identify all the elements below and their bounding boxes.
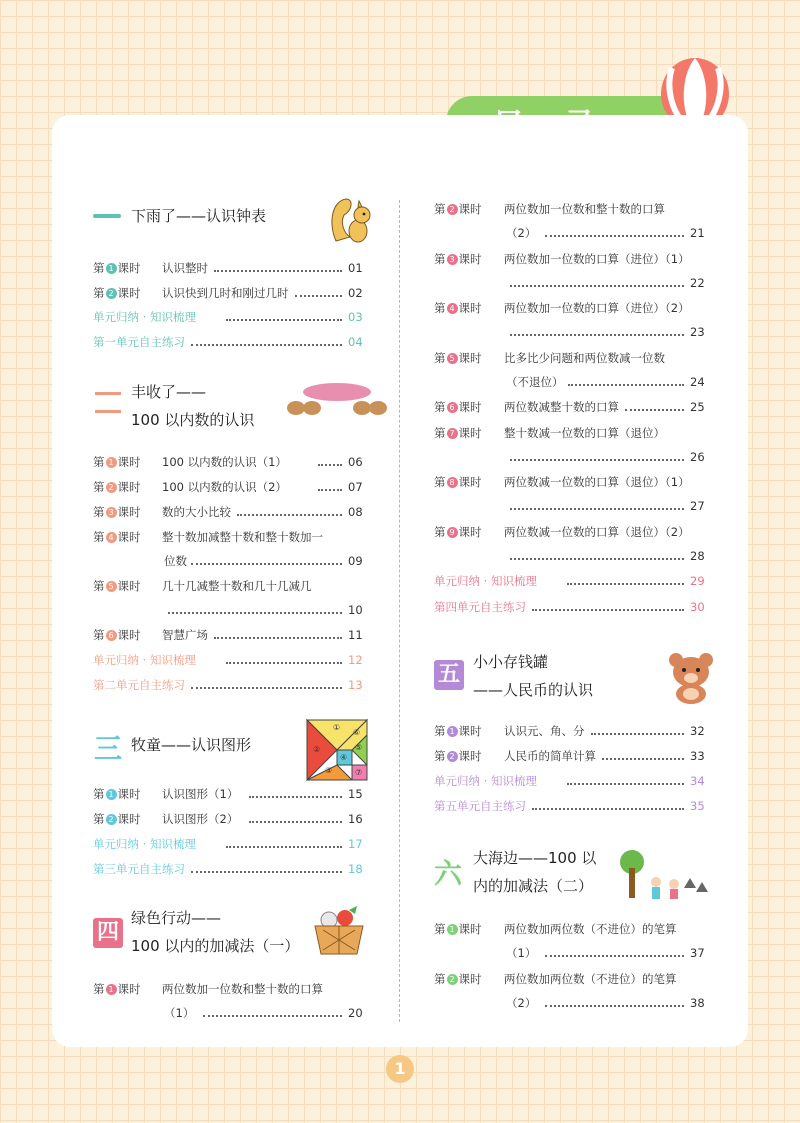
page-number-ref: 35 bbox=[690, 799, 705, 813]
page-number-ref: 12 bbox=[348, 653, 363, 667]
entry-title: 两位数加一位数和整十数的口算 bbox=[504, 202, 665, 216]
lesson-number bbox=[93, 257, 141, 279]
entry-title: 两位数减一位数的口算（退位）（2） bbox=[504, 524, 690, 539]
lesson-prefix: 第 bbox=[93, 505, 105, 519]
lesson-suffix: 课时 bbox=[458, 922, 482, 936]
page-number-ref: 24 bbox=[690, 374, 705, 389]
leader-dots bbox=[237, 514, 342, 516]
entry-title-cont: 位数 bbox=[164, 554, 187, 568]
entry-title: 第一单元自主练习 bbox=[93, 334, 185, 349]
entry-title: 两位数加两位数（不进位）的笔算 bbox=[504, 922, 677, 936]
lesson-suffix: 课时 bbox=[117, 455, 141, 469]
entry-title: 智慧广场 bbox=[162, 628, 208, 642]
lesson-number bbox=[434, 968, 482, 990]
lesson-number-badge: 4 bbox=[106, 532, 117, 543]
teddy-bear-icon bbox=[664, 650, 718, 704]
page-number-ref: 34 bbox=[690, 774, 705, 788]
lesson-number-badge: 4 bbox=[447, 303, 458, 314]
lesson-suffix: 课时 bbox=[458, 524, 482, 539]
entry-title: 第三单元自主练习 bbox=[93, 862, 185, 876]
lesson-number-badge: 2 bbox=[447, 751, 458, 762]
lesson-suffix: 课时 bbox=[117, 285, 141, 300]
page-number-ref: 17 bbox=[348, 837, 363, 851]
lesson-prefix: 第 bbox=[434, 350, 446, 365]
lesson-prefix: 第 bbox=[434, 425, 446, 440]
lesson-number bbox=[93, 501, 141, 523]
lesson-prefix: 第 bbox=[434, 724, 446, 738]
entry-title: 认识图形（1） bbox=[162, 787, 239, 801]
lesson-number-badge: 3 bbox=[447, 254, 458, 265]
page-number-ref: 06 bbox=[348, 455, 363, 469]
page-number-ref: 23 bbox=[690, 325, 705, 339]
leader-dots bbox=[567, 783, 685, 785]
page-number-ref: 32 bbox=[690, 724, 705, 738]
lesson-suffix: 课时 bbox=[458, 425, 482, 440]
entry-title: 两位数加一位数和整十数的口算 bbox=[162, 982, 323, 996]
leader-dots bbox=[510, 459, 684, 461]
lesson-number-badge: 1 bbox=[447, 924, 458, 935]
entry-title-cont: （2） bbox=[506, 995, 537, 1010]
lesson-number-badge: 7 bbox=[447, 428, 458, 439]
leader-dots bbox=[568, 384, 685, 386]
unit-number-6: 六 bbox=[434, 857, 463, 890]
entry-title: 两位数加两位数（不进位）的笔算 bbox=[504, 971, 677, 986]
lesson-prefix: 第 bbox=[93, 628, 105, 642]
lesson-number bbox=[93, 282, 141, 304]
lesson-prefix: 第 bbox=[93, 530, 105, 544]
unit-number-1 bbox=[93, 214, 121, 218]
unit-title-line2: 100 以内数的认识 bbox=[131, 411, 255, 429]
entry-title: 认识元、角、分 bbox=[504, 724, 585, 738]
squirrel-icon bbox=[328, 193, 374, 245]
lesson-number-badge: 2 bbox=[106, 288, 117, 299]
tangram-label: ⑦ bbox=[355, 768, 363, 777]
entry-title: 认识快到几时和刚过几时 bbox=[162, 285, 289, 300]
leader-dots bbox=[249, 821, 343, 823]
vegetable-basket-icon bbox=[313, 906, 365, 956]
page-number-ref: 25 bbox=[690, 400, 705, 414]
tangram-label: ⑥ bbox=[353, 728, 361, 737]
leader-dots bbox=[602, 758, 684, 760]
unit-title-line1: 绿色行动—— bbox=[131, 909, 222, 927]
leader-dots bbox=[591, 733, 685, 735]
page-number-ref: 18 bbox=[348, 862, 363, 876]
lesson-prefix: 第 bbox=[434, 400, 446, 414]
lesson-number-badge: 1 bbox=[106, 789, 117, 800]
lesson-number bbox=[434, 198, 482, 220]
page-number-ref: 29 bbox=[690, 574, 705, 588]
page-number-ref: 38 bbox=[690, 995, 705, 1010]
tangram-label: ⑤ bbox=[355, 743, 363, 752]
lesson-number bbox=[434, 918, 482, 940]
lesson-number bbox=[434, 422, 482, 444]
lesson-number-badge: 2 bbox=[447, 974, 458, 985]
lesson-number-badge: 2 bbox=[447, 204, 458, 215]
lesson-prefix: 第 bbox=[93, 455, 105, 469]
lesson-prefix: 第 bbox=[434, 202, 446, 216]
entry-title: 单元归纳 · 知识梳理 bbox=[93, 653, 196, 667]
page-number-ref: 21 bbox=[690, 226, 705, 240]
lesson-suffix: 课时 bbox=[117, 505, 141, 519]
unit-number-2-top bbox=[95, 392, 121, 395]
lesson-number bbox=[434, 720, 482, 742]
leader-dots bbox=[545, 1005, 685, 1007]
lesson-suffix: 课时 bbox=[458, 971, 482, 986]
page-number-ref: 01 bbox=[348, 261, 363, 275]
lesson-suffix: 课时 bbox=[458, 350, 482, 365]
lesson-suffix: 课时 bbox=[117, 261, 141, 275]
lesson-number-badge: 1 bbox=[106, 984, 117, 995]
entry-title-cont: （1） bbox=[164, 1006, 195, 1020]
entry-title: 数的大小比较 bbox=[162, 505, 231, 519]
unit-title-line2: 内的加减法（二） bbox=[473, 877, 594, 895]
leader-dots bbox=[191, 344, 342, 346]
lesson-suffix: 课时 bbox=[117, 579, 141, 593]
leader-dots bbox=[214, 270, 342, 272]
lesson-number-badge: 1 bbox=[106, 263, 117, 274]
page-number-ref: 30 bbox=[690, 599, 705, 614]
page-number-ref: 20 bbox=[348, 1006, 363, 1020]
entry-title: 人民币的简单计算 bbox=[504, 749, 596, 763]
leader-dots bbox=[214, 637, 342, 639]
leader-dots bbox=[318, 489, 343, 491]
lesson-number bbox=[93, 783, 141, 805]
leader-dots bbox=[249, 796, 343, 798]
unit-title-line1: 大海边——100 以 bbox=[473, 849, 597, 867]
lesson-number-badge: 9 bbox=[447, 527, 458, 538]
leader-dots bbox=[510, 508, 684, 510]
tangram-label: ④ bbox=[340, 753, 348, 762]
unit-title-line1: 丰收了—— bbox=[131, 383, 207, 401]
lesson-number bbox=[434, 347, 482, 369]
leader-dots bbox=[168, 612, 342, 614]
leader-dots bbox=[226, 846, 343, 848]
leader-dots bbox=[510, 558, 684, 560]
lesson-prefix: 第 bbox=[93, 787, 105, 801]
lesson-number-badge: 5 bbox=[106, 581, 117, 592]
lesson-prefix: 第 bbox=[93, 285, 105, 300]
unit-title-line1: 小小存钱罐 bbox=[473, 653, 549, 671]
lesson-number-badge: 2 bbox=[106, 482, 117, 493]
entry-title-cont: （不退位） bbox=[506, 374, 564, 389]
lesson-prefix: 第 bbox=[434, 251, 446, 266]
leader-dots bbox=[226, 662, 343, 664]
page-number-ref: 09 bbox=[348, 554, 363, 568]
entry-title: 两位数加一位数的口算（进位）（1） bbox=[504, 251, 690, 266]
leader-dots bbox=[295, 295, 343, 297]
leader-dots bbox=[545, 955, 685, 957]
unit-number-5: 五 bbox=[434, 660, 464, 690]
lesson-suffix: 课时 bbox=[117, 628, 141, 642]
page-number: 1 bbox=[386, 1055, 414, 1083]
entry-title: 单元归纳 · 知识梳理 bbox=[434, 574, 537, 588]
lesson-number bbox=[93, 526, 141, 548]
entry-title: 认识图形（2） bbox=[162, 812, 239, 826]
entry-title: 整十数加减整十数和整十数加一 bbox=[162, 530, 323, 544]
lesson-number-badge: 1 bbox=[106, 457, 117, 468]
page-number-ref: 07 bbox=[348, 480, 363, 494]
leader-dots bbox=[567, 583, 685, 585]
page-number-ref: 33 bbox=[690, 749, 705, 763]
unit-number-3: 三 bbox=[94, 732, 123, 765]
leader-dots bbox=[625, 409, 684, 411]
page-number-ref: 13 bbox=[348, 678, 363, 692]
tangram-label: ③ bbox=[325, 766, 333, 775]
entry-title: 认识整时 bbox=[162, 261, 208, 275]
lesson-number bbox=[93, 978, 141, 1000]
leader-dots bbox=[510, 285, 684, 287]
leader-dots bbox=[226, 319, 343, 321]
lesson-number bbox=[93, 808, 141, 830]
lesson-prefix: 第 bbox=[434, 524, 446, 539]
lesson-number-badge: 2 bbox=[106, 814, 117, 825]
page-number-ref: 03 bbox=[348, 310, 363, 324]
leader-dots bbox=[532, 808, 684, 810]
entry-title: 两位数加一位数的口算（进位）（2） bbox=[504, 301, 690, 315]
harvest-icon bbox=[282, 380, 392, 418]
leader-dots bbox=[191, 871, 342, 873]
lesson-number bbox=[93, 476, 141, 498]
lesson-number-badge: 8 bbox=[447, 477, 458, 488]
entry-title: 几十几减整十数和几十几减几 bbox=[162, 579, 312, 593]
lesson-prefix: 第 bbox=[434, 475, 446, 489]
entry-title: 第四单元自主练习 bbox=[434, 599, 526, 614]
entry-title: 两位数减整十数的口算 bbox=[504, 400, 619, 414]
lesson-suffix: 课时 bbox=[458, 202, 482, 216]
entry-title: 单元归纳 · 知识梳理 bbox=[93, 310, 196, 324]
page-number-ref: 08 bbox=[348, 505, 363, 519]
page-number-ref: 15 bbox=[348, 787, 363, 801]
page-number-ref: 26 bbox=[690, 449, 705, 464]
lesson-number bbox=[434, 521, 482, 543]
lesson-number-badge: 5 bbox=[447, 353, 458, 364]
column-divider bbox=[399, 200, 400, 1022]
tangram-label: ① bbox=[333, 723, 341, 732]
lesson-number bbox=[93, 451, 141, 473]
page-number-ref: 22 bbox=[690, 275, 705, 290]
page-number-ref: 10 bbox=[348, 603, 363, 617]
entry-title: 比多比少问题和两位数减一位数 bbox=[504, 350, 665, 365]
leader-dots bbox=[510, 334, 684, 336]
lesson-number bbox=[434, 396, 482, 418]
lesson-number-badge: 6 bbox=[106, 630, 117, 641]
lesson-number bbox=[434, 248, 482, 270]
leader-dots bbox=[532, 609, 684, 611]
lesson-suffix: 课时 bbox=[458, 301, 482, 315]
lesson-prefix: 第 bbox=[93, 812, 105, 826]
leader-dots bbox=[318, 464, 343, 466]
lesson-number-badge: 3 bbox=[106, 507, 117, 518]
lesson-number bbox=[434, 297, 482, 319]
entry-title: 单元归纳 · 知识梳理 bbox=[93, 837, 196, 851]
entry-title-cont: （1） bbox=[506, 946, 537, 960]
page-number-ref: 37 bbox=[690, 946, 705, 960]
entry-title: 整十数减一位数的口算（退位） bbox=[504, 425, 665, 440]
leader-dots bbox=[203, 1015, 343, 1017]
unit-number-4: 四 bbox=[93, 918, 123, 948]
leader-dots bbox=[191, 563, 342, 565]
lesson-suffix: 课时 bbox=[117, 530, 141, 544]
lesson-suffix: 课时 bbox=[117, 480, 141, 494]
entry-title-cont: （2） bbox=[506, 226, 537, 240]
lesson-prefix: 第 bbox=[93, 480, 105, 494]
lesson-number bbox=[434, 745, 482, 767]
lesson-prefix: 第 bbox=[93, 982, 105, 996]
lesson-suffix: 课时 bbox=[458, 475, 482, 489]
lesson-suffix: 课时 bbox=[117, 787, 141, 801]
seaside-icon bbox=[616, 848, 712, 902]
lesson-prefix: 第 bbox=[434, 301, 446, 315]
unit-title: 牧童——认识图形 bbox=[131, 736, 252, 754]
unit-title-line2: 100 以内的加减法（一） bbox=[131, 937, 300, 955]
entry-title: 单元归纳 · 知识梳理 bbox=[434, 774, 537, 788]
page-number-ref: 16 bbox=[348, 812, 363, 826]
lesson-number bbox=[93, 575, 141, 597]
lesson-prefix: 第 bbox=[434, 971, 446, 986]
lesson-prefix: 第 bbox=[434, 922, 446, 936]
unit-number-2-bottom bbox=[95, 410, 121, 413]
entry-title: 第五单元自主练习 bbox=[434, 799, 526, 813]
lesson-prefix: 第 bbox=[93, 261, 105, 275]
lesson-suffix: 课时 bbox=[458, 400, 482, 414]
entry-title: 第二单元自主练习 bbox=[93, 678, 185, 692]
lesson-suffix: 课时 bbox=[458, 251, 482, 266]
lesson-number bbox=[434, 471, 482, 493]
lesson-suffix: 课时 bbox=[117, 982, 141, 996]
leader-dots bbox=[545, 235, 685, 237]
tangram-label: ② bbox=[313, 745, 321, 754]
page-number-ref: 04 bbox=[348, 334, 363, 349]
lesson-number-badge: 1 bbox=[447, 726, 458, 737]
tangram-labels bbox=[307, 720, 367, 780]
lesson-suffix: 课时 bbox=[117, 812, 141, 826]
lesson-number bbox=[93, 624, 141, 646]
page-number-ref: 02 bbox=[348, 285, 363, 300]
leader-dots bbox=[191, 687, 342, 689]
page-number-ref: 11 bbox=[348, 628, 363, 642]
lesson-prefix: 第 bbox=[434, 749, 446, 763]
lesson-number-badge: 6 bbox=[447, 402, 458, 413]
page-number-ref: 28 bbox=[690, 548, 705, 563]
entry-title: 两位数减一位数的口算（退位）（1） bbox=[504, 475, 690, 489]
unit-title-line2: ——人民币的认识 bbox=[473, 681, 594, 699]
entry-title: 100 以内数的认识（1） bbox=[162, 455, 287, 469]
lesson-prefix: 第 bbox=[93, 579, 105, 593]
page-number-ref: 27 bbox=[690, 499, 705, 513]
lesson-suffix: 课时 bbox=[458, 724, 482, 738]
entry-title: 100 以内数的认识（2） bbox=[162, 480, 287, 494]
unit-title: 下雨了——认识钟表 bbox=[131, 207, 267, 225]
lesson-suffix: 课时 bbox=[458, 749, 482, 763]
